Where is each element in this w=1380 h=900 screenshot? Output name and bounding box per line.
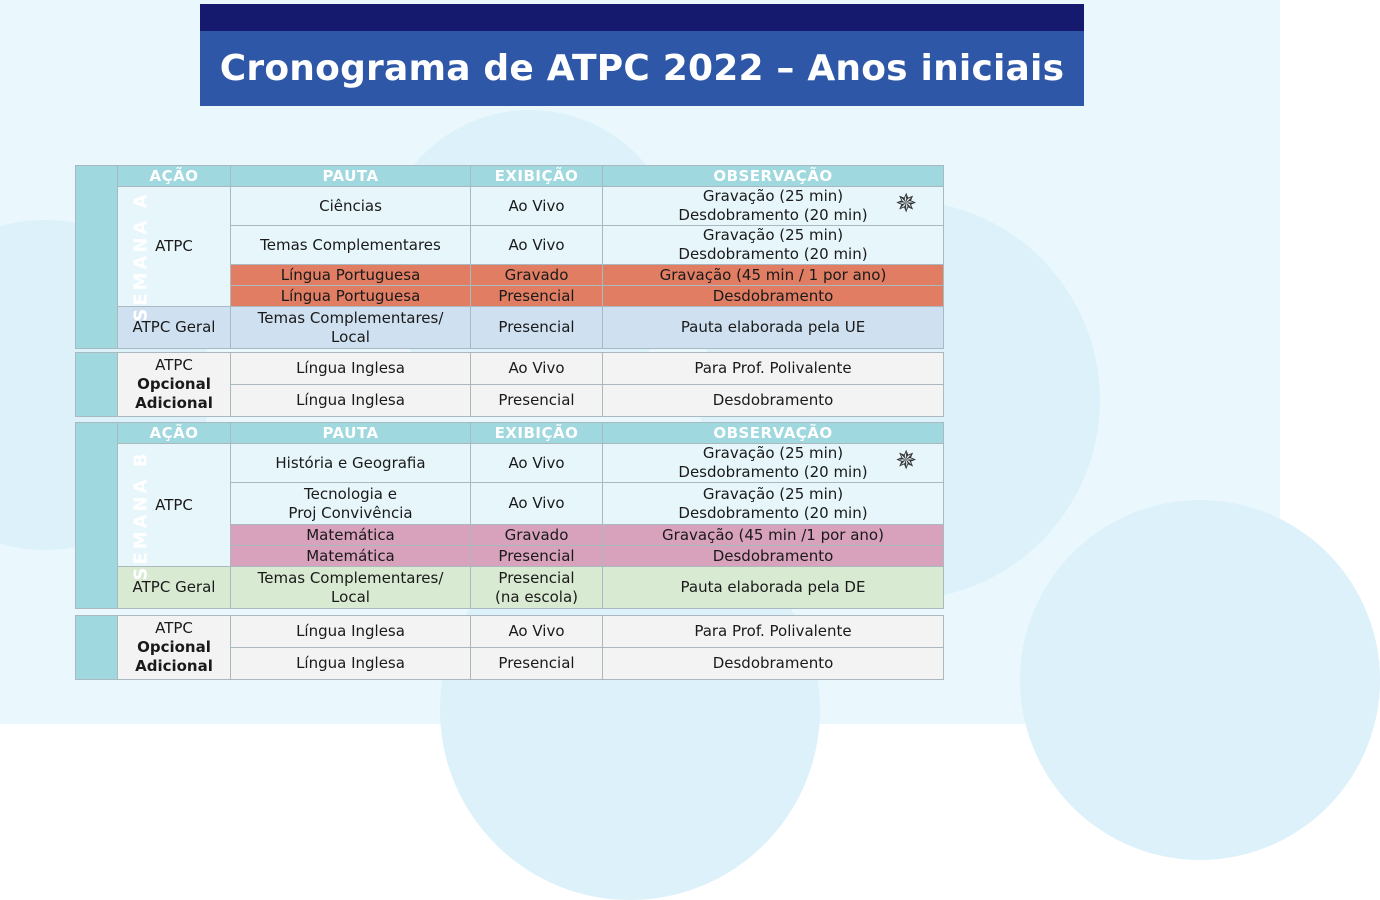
semana-b-side xyxy=(76,423,152,609)
header-row xyxy=(76,423,944,444)
semana-b-label: SEMANA B xyxy=(130,449,152,581)
pauta-cell: Língua Inglesa xyxy=(231,385,471,417)
pauta-line: Temas Complementares/ xyxy=(257,568,444,587)
acao-line: ATPC xyxy=(155,619,193,637)
acao-cell xyxy=(118,353,231,417)
pauta-line: Local xyxy=(331,327,370,346)
obs-line: Gravação (25 min) xyxy=(702,226,844,244)
acao-line: Opcional xyxy=(137,638,211,656)
acao-line: Opcional xyxy=(137,375,211,393)
table-row xyxy=(76,444,944,483)
header-acao: AÇÃO xyxy=(118,423,231,444)
pauta-cell: Língua Portuguesa xyxy=(231,286,471,307)
table-row xyxy=(76,307,944,349)
pauta-cell: Matemática xyxy=(231,546,471,567)
header-observacao: OBSERVAÇÃO xyxy=(603,166,944,187)
observacao-cell xyxy=(603,187,944,226)
header-exibicao: EXIBIÇÃO xyxy=(471,423,603,444)
acao-cell xyxy=(118,616,231,680)
pauta-cell: Temas Complementares xyxy=(231,226,471,265)
observacao-cell: Gravação (45 min / 1 por ano) xyxy=(603,265,944,286)
observacao-cell: Desdobramento xyxy=(603,648,944,680)
pauta-cell xyxy=(231,567,471,609)
title-top-band xyxy=(200,4,1084,31)
acao-line: Adicional xyxy=(135,394,213,412)
exibicao-cell: Gravado xyxy=(471,265,603,286)
exibicao-cell: Presencial xyxy=(471,546,603,567)
exibicao-cell xyxy=(471,567,603,609)
pauta-cell: Matemática xyxy=(231,525,471,546)
obs-line: Gravação (25 min) xyxy=(702,484,844,503)
exibicao-cell: Ao Vivo xyxy=(471,226,603,265)
pauta-line: Temas Complementares/ xyxy=(257,308,444,327)
opcional-a-table xyxy=(75,352,944,417)
exibicao-cell: Gravado xyxy=(471,525,603,546)
opcional-a-side xyxy=(76,353,118,417)
table-row xyxy=(76,567,944,609)
header-exibicao: EXIBIÇÃO xyxy=(471,166,603,187)
observacao-cell: Desdobramento xyxy=(603,286,944,307)
acao-cell: ATPC xyxy=(118,444,231,567)
observacao-cell: Desdobramento xyxy=(603,546,944,567)
table-row xyxy=(76,353,944,385)
exibicao-line: Presencial xyxy=(498,568,575,587)
header-acao: AÇÃO xyxy=(118,166,231,187)
obs-line: Desdobramento (20 min) xyxy=(678,463,868,481)
pauta-cell xyxy=(231,307,471,349)
pauta-cell: Língua Inglesa xyxy=(231,616,471,648)
header-pauta: PAUTA xyxy=(231,423,471,444)
obs-line: Desdobramento (20 min) xyxy=(678,503,868,522)
page-title: Cronograma de ATPC 2022 – Anos iniciais xyxy=(219,48,1065,89)
exibicao-cell: Presencial xyxy=(471,307,603,349)
observacao-cell: Para Prof. Polivalente xyxy=(603,353,944,385)
exibicao-cell: Ao Vivo xyxy=(471,187,603,226)
semana-a-label: SEMANA A xyxy=(130,191,152,322)
title-bar xyxy=(200,31,1084,106)
acao-cell: ATPC Geral xyxy=(118,567,231,609)
exibicao-cell: Ao Vivo xyxy=(471,483,603,525)
obs-line: Desdobramento (20 min) xyxy=(678,206,868,224)
obs-line: Desdobramento (20 min) xyxy=(678,245,868,263)
acao-line: ATPC xyxy=(155,356,193,374)
semana-a-side xyxy=(76,166,152,349)
pauta-line: Proj Convivência xyxy=(288,503,413,522)
exibicao-cell: Ao Vivo xyxy=(471,616,603,648)
acao-line: Adicional xyxy=(135,657,213,675)
exibicao-cell: Ao Vivo xyxy=(471,353,603,385)
acao-cell: ATPC Geral xyxy=(118,307,231,349)
pauta-cell: Língua Inglesa xyxy=(231,648,471,680)
pauta-cell: História e Geografia xyxy=(231,444,471,483)
table-row xyxy=(76,187,944,226)
header-pauta: PAUTA xyxy=(231,166,471,187)
opcional-b-table xyxy=(75,615,944,680)
obs-line: Gravação (25 min) xyxy=(702,444,844,462)
pauta-cell: Ciências xyxy=(231,187,471,226)
pauta-cell: Língua Inglesa xyxy=(231,353,471,385)
semana-b-table xyxy=(75,422,944,609)
pauta-cell: Língua Portuguesa xyxy=(231,265,471,286)
exibicao-cell: Presencial xyxy=(471,648,603,680)
header-row xyxy=(76,166,944,187)
pauta-cell xyxy=(231,483,471,525)
header-observacao: OBSERVAÇÃO xyxy=(603,423,944,444)
observacao-cell: Pauta elaborada pela UE xyxy=(603,307,944,349)
observacao-cell xyxy=(603,226,944,265)
observacao-cell: Pauta elaborada pela DE xyxy=(603,567,944,609)
connection-star-icon: ✵ xyxy=(895,446,917,476)
semana-a-table xyxy=(75,165,944,349)
bg-bubble xyxy=(1020,500,1380,860)
exibicao-cell: Ao Vivo xyxy=(471,444,603,483)
observacao-cell: Desdobramento xyxy=(603,385,944,417)
exibicao-line: (na escola) xyxy=(495,587,578,606)
acao-cell: ATPC xyxy=(118,187,231,307)
observacao-cell: Para Prof. Polivalente xyxy=(603,616,944,648)
table-row xyxy=(76,616,944,648)
exibicao-cell: Presencial xyxy=(471,286,603,307)
connection-star-icon: ✵ xyxy=(895,189,917,219)
obs-line: Gravação (25 min) xyxy=(702,187,844,205)
observacao-cell: Gravação (45 min /1 por ano) xyxy=(603,525,944,546)
pauta-line: Tecnologia e xyxy=(304,484,397,503)
pauta-line: Local xyxy=(331,587,370,606)
opcional-b-side xyxy=(76,616,118,680)
exibicao-cell: Presencial xyxy=(471,385,603,417)
observacao-cell xyxy=(603,483,944,525)
observacao-cell xyxy=(603,444,944,483)
